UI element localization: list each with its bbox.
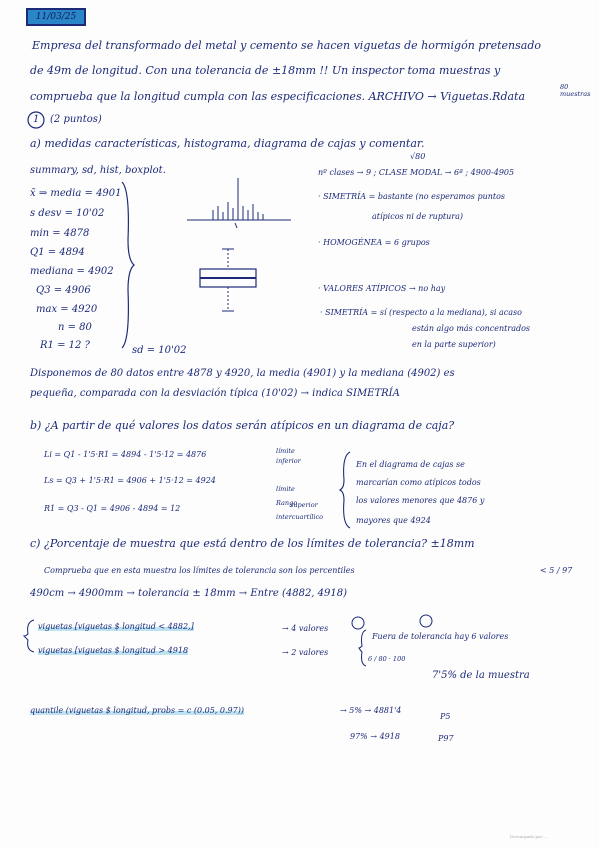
homogeneous-note: · HOMOGÉNEA = 6 grupos — [318, 238, 430, 247]
stat-median: mediana = 4902 — [30, 266, 114, 277]
percentile-note: < 5 / 97 — [540, 566, 573, 575]
upper-limit-formula: Ls = Q3 + 1'5·R1 = 4906 + 1'5·12 = 4924 — [44, 476, 216, 485]
iqr-note-2: intercuartílico — [276, 513, 324, 521]
question-points: (2 puntos) — [50, 114, 102, 125]
part-a-title: a) medidas características, histograma, diagrama de cajas y comentar. — [30, 137, 425, 150]
fraction-note: 6 / 80 · 100 — [368, 655, 406, 663]
intro-line-2: de 49m de longitud. Con una tolerancia de ±18mm !! Un inspector toma muestras y — [30, 64, 501, 77]
stat-sd: s desv = 10'02 — [30, 208, 105, 219]
question-number: 1 — [33, 114, 40, 125]
part-c-line-1: Comprueba que en esta muestra los límites de tolerancia son los percentiles — [44, 566, 355, 575]
part-c-title: c) ¿Porcentaje de muestra que está dentro de los límites de tolerancia? ±18mm — [30, 537, 475, 550]
part-b-title: b) ¿A partir de qué valores los datos serán atípicos en un diagrama de caja? — [30, 419, 455, 432]
part-b-comment-2: marcarían como atípicos todos — [356, 478, 481, 487]
result-upper: → 2 valores — [282, 648, 329, 657]
quantile-command: quantile (viguetas $ longitud, probs = c (0.05, 0.97)) — [30, 706, 244, 715]
symmetry-median-note: · SIMETRÍA = sí (respecto a la mediana), si acaso — [320, 308, 522, 317]
iqr-formula: R1 = Q3 - Q1 = 4906 - 4894 = 12 — [44, 504, 181, 513]
iqr-note: Rango — [276, 499, 298, 507]
stat-min: min = 4878 — [30, 228, 90, 239]
outliers-note: · VALORES ATÍPICOS → no hay — [318, 284, 446, 293]
lower-limit-note: límite — [276, 447, 295, 455]
part-b-comment-1: En el diagrama de cajas se — [356, 460, 465, 469]
stat-max: max = 4920 — [36, 304, 98, 315]
conclusion-line-2: pequeña, comparada con la desviación típica (10'02) → indica SIMETRÍA — [30, 388, 400, 399]
r-command-upper: viguetas [viguetas $ longitud > 4918 — [38, 646, 189, 655]
percentage-result: 7'5% de la muestra — [432, 670, 530, 681]
symmetry-note-2: atípicos ni de ruptura) — [372, 212, 463, 221]
stat-q3: Q3 = 4906 — [36, 285, 91, 296]
boxplot-sketch — [190, 245, 280, 320]
date-tag: 11/03/25 — [26, 8, 86, 26]
results-brace — [358, 628, 368, 668]
commands-brace — [22, 618, 38, 654]
lower-limit-formula: Li = Q1 - 1'5·R1 = 4894 - 1'5·12 = 4876 — [44, 450, 207, 459]
r-commands: summary, sd, hist, boxplot. — [30, 165, 166, 176]
p5-result: → 5% → 4881'4 — [340, 706, 402, 715]
stat-ri: R1 = 12 ? — [40, 340, 90, 351]
symmetry-median-note-3: en la parte superior) — [412, 340, 496, 349]
upper-limit-note-2: superior — [290, 501, 318, 509]
part-b-comment-4: mayores que 4924 — [356, 516, 431, 525]
p97-label: P97 — [438, 734, 454, 743]
part-b-comment-3: los valores menores que 4876 y — [356, 496, 485, 505]
outside-tolerance-note: Fuera de tolerancia hay 6 valores — [372, 632, 509, 641]
stat-mean: x̄ ⇒ media = 4901 — [30, 188, 122, 199]
symmetry-median-note-2: están algo más concentrados — [412, 324, 530, 333]
histogram-sketch — [185, 170, 295, 230]
r-command-lower: viguetas [viguetas $ longitud < 4882,] — [38, 622, 194, 631]
marker-circle-2 — [418, 612, 434, 630]
stat-n: n = 80 — [58, 322, 92, 333]
stats-brace — [120, 180, 136, 350]
intro-line-3: comprueba que la longitud cumpla con las especificaciones. ARCHIVO → Viguetas.Rdata — [30, 90, 526, 103]
result-lower: → 4 valores — [282, 624, 329, 633]
sd-label: sd = 10'02 — [132, 345, 187, 356]
part-c-line-2: 490cm → 4900mm → tolerancia ± 18mm → Entre (4882, 4918) — [30, 588, 348, 599]
p97-result: 97% → 4918 — [350, 732, 400, 741]
conclusion-line-1: Disponemos de 80 datos entre 4878 y 4920, la media (4901) y la mediana (4902) es — [30, 368, 455, 379]
p5-label: P5 — [440, 712, 451, 721]
classes-note: nº clases → 9 ; CLASE MODAL → 6ª ; 4900-4905 — [318, 168, 515, 177]
symmetry-note: · SIMETRÍA = bastante (no esperamos puntos — [318, 192, 506, 201]
footer-text: Descargado por ... — [510, 834, 548, 839]
part-b-brace — [338, 450, 352, 530]
side-note: 80 muestras — [560, 83, 591, 98]
lower-limit-note-2: inferior — [276, 457, 301, 465]
stat-q1: Q1 = 4894 — [30, 247, 85, 258]
intro-line-1: Empresa del transformado del metal y cemento se hacen viguetas de hormigón pretensado — [32, 39, 541, 52]
sqrt-note: √80 — [410, 152, 426, 161]
upper-limit-note: límite — [276, 485, 295, 493]
